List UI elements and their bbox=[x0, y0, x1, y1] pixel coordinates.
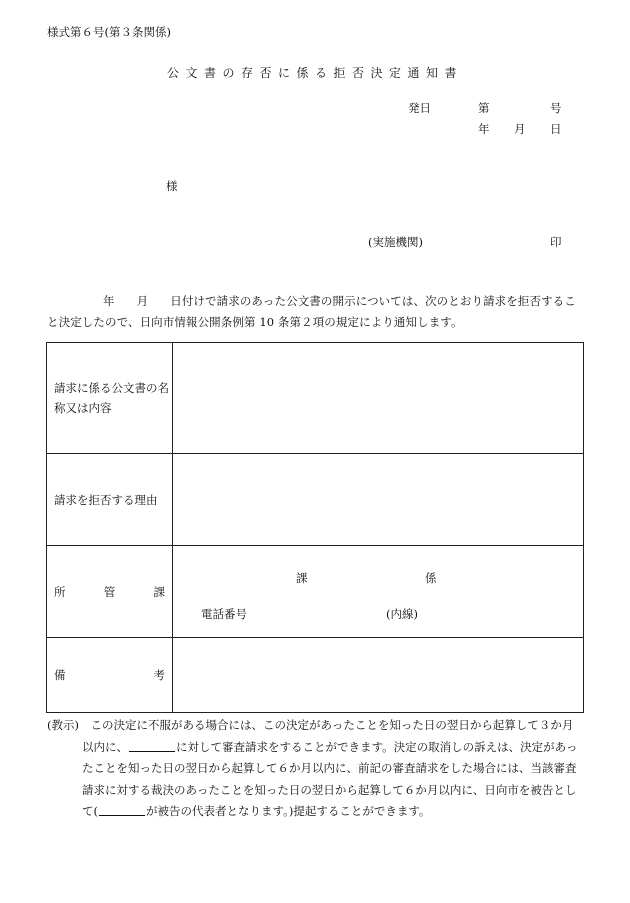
department-label bbox=[47, 546, 173, 638]
document-name-label: 請求に係る公文書の名称又は内容 bbox=[47, 343, 173, 454]
document-name-cell[interactable] bbox=[173, 343, 584, 454]
body-year: 年 bbox=[103, 294, 115, 308]
refusal-reason-label: 請求を拒否する理由 bbox=[47, 454, 173, 546]
issue-number-label: 発日 bbox=[408, 101, 431, 115]
phone-number-label: 電話番号 bbox=[201, 607, 247, 621]
notice-line-5a: て( bbox=[82, 804, 98, 818]
notice-line: たことを知った日の翌日から起算して６か月以内に、前記の審査請求をした場合には、当該審査 bbox=[82, 761, 577, 775]
issue-dai-label: 第 bbox=[478, 101, 490, 115]
table-row bbox=[47, 546, 584, 638]
notice-line bbox=[47, 801, 585, 823]
decision-table bbox=[46, 342, 584, 713]
unit-label: 係 bbox=[425, 571, 437, 585]
department-label-char: 課 bbox=[153, 584, 165, 599]
issue-month-label: 月 bbox=[514, 122, 526, 136]
notice-line: 請求に対する裁決のあったことを知った日の翌日から起算して６か月以内に、日向市を被告とし bbox=[82, 782, 577, 797]
seal-mark: 印 bbox=[550, 235, 562, 249]
body-month: 月 bbox=[136, 294, 149, 308]
issuing-agency-label: (実施機関) bbox=[368, 235, 423, 249]
remarks-label-char: 備 bbox=[54, 668, 66, 682]
notice-line-2a: 以内に、 bbox=[82, 739, 128, 754]
remarks-label-char: 考 bbox=[153, 668, 165, 682]
department-cell[interactable] bbox=[173, 546, 584, 638]
issue-day-label: 日 bbox=[550, 122, 562, 136]
remarks-cell[interactable] bbox=[173, 638, 584, 713]
notice-line-1: この決定に不服がある場合には、この決定があったことを知った日の翌日から起算して３か月 bbox=[90, 718, 574, 732]
extension-label: (内線) bbox=[386, 607, 418, 621]
section-label: 課 bbox=[296, 571, 308, 585]
remarks-label bbox=[47, 638, 173, 713]
instruction-notice bbox=[47, 715, 585, 823]
department-label-char: 所 bbox=[54, 584, 66, 599]
blank-field[interactable] bbox=[99, 803, 145, 816]
body-text: 日付けで請求のあった公文書の開示については、次のとおり請求を拒否すること決定したので、日向市情報公開条例第 10 条第２項の規定により通知します。 bbox=[47, 294, 576, 329]
blank-field[interactable] bbox=[129, 739, 175, 752]
table-row bbox=[47, 343, 584, 454]
notice-line-2b: に対して審査請求をすることができます。決定の取消しの訴えは、決定があっ bbox=[176, 739, 578, 754]
table-row bbox=[47, 638, 584, 713]
refusal-reason-cell[interactable] bbox=[173, 454, 584, 546]
notice-line bbox=[47, 737, 585, 759]
document-title: 公文書の存否に係る拒否決定通知書 bbox=[166, 66, 463, 80]
notice-line-5b: が被告の代表者となります。)提起することができます。 bbox=[146, 804, 431, 818]
notice-label: (教示) bbox=[47, 718, 79, 732]
department-label-char: 管 bbox=[103, 584, 116, 599]
notice-line bbox=[47, 715, 585, 737]
notice-body bbox=[47, 291, 585, 333]
addressee-honorific: 様 bbox=[166, 179, 178, 193]
issue-go-label: 号 bbox=[550, 101, 562, 115]
issue-year-label: 年 bbox=[478, 122, 490, 136]
table-row bbox=[47, 454, 584, 546]
form-number: 様式第６号(第３条関係) bbox=[47, 25, 171, 39]
